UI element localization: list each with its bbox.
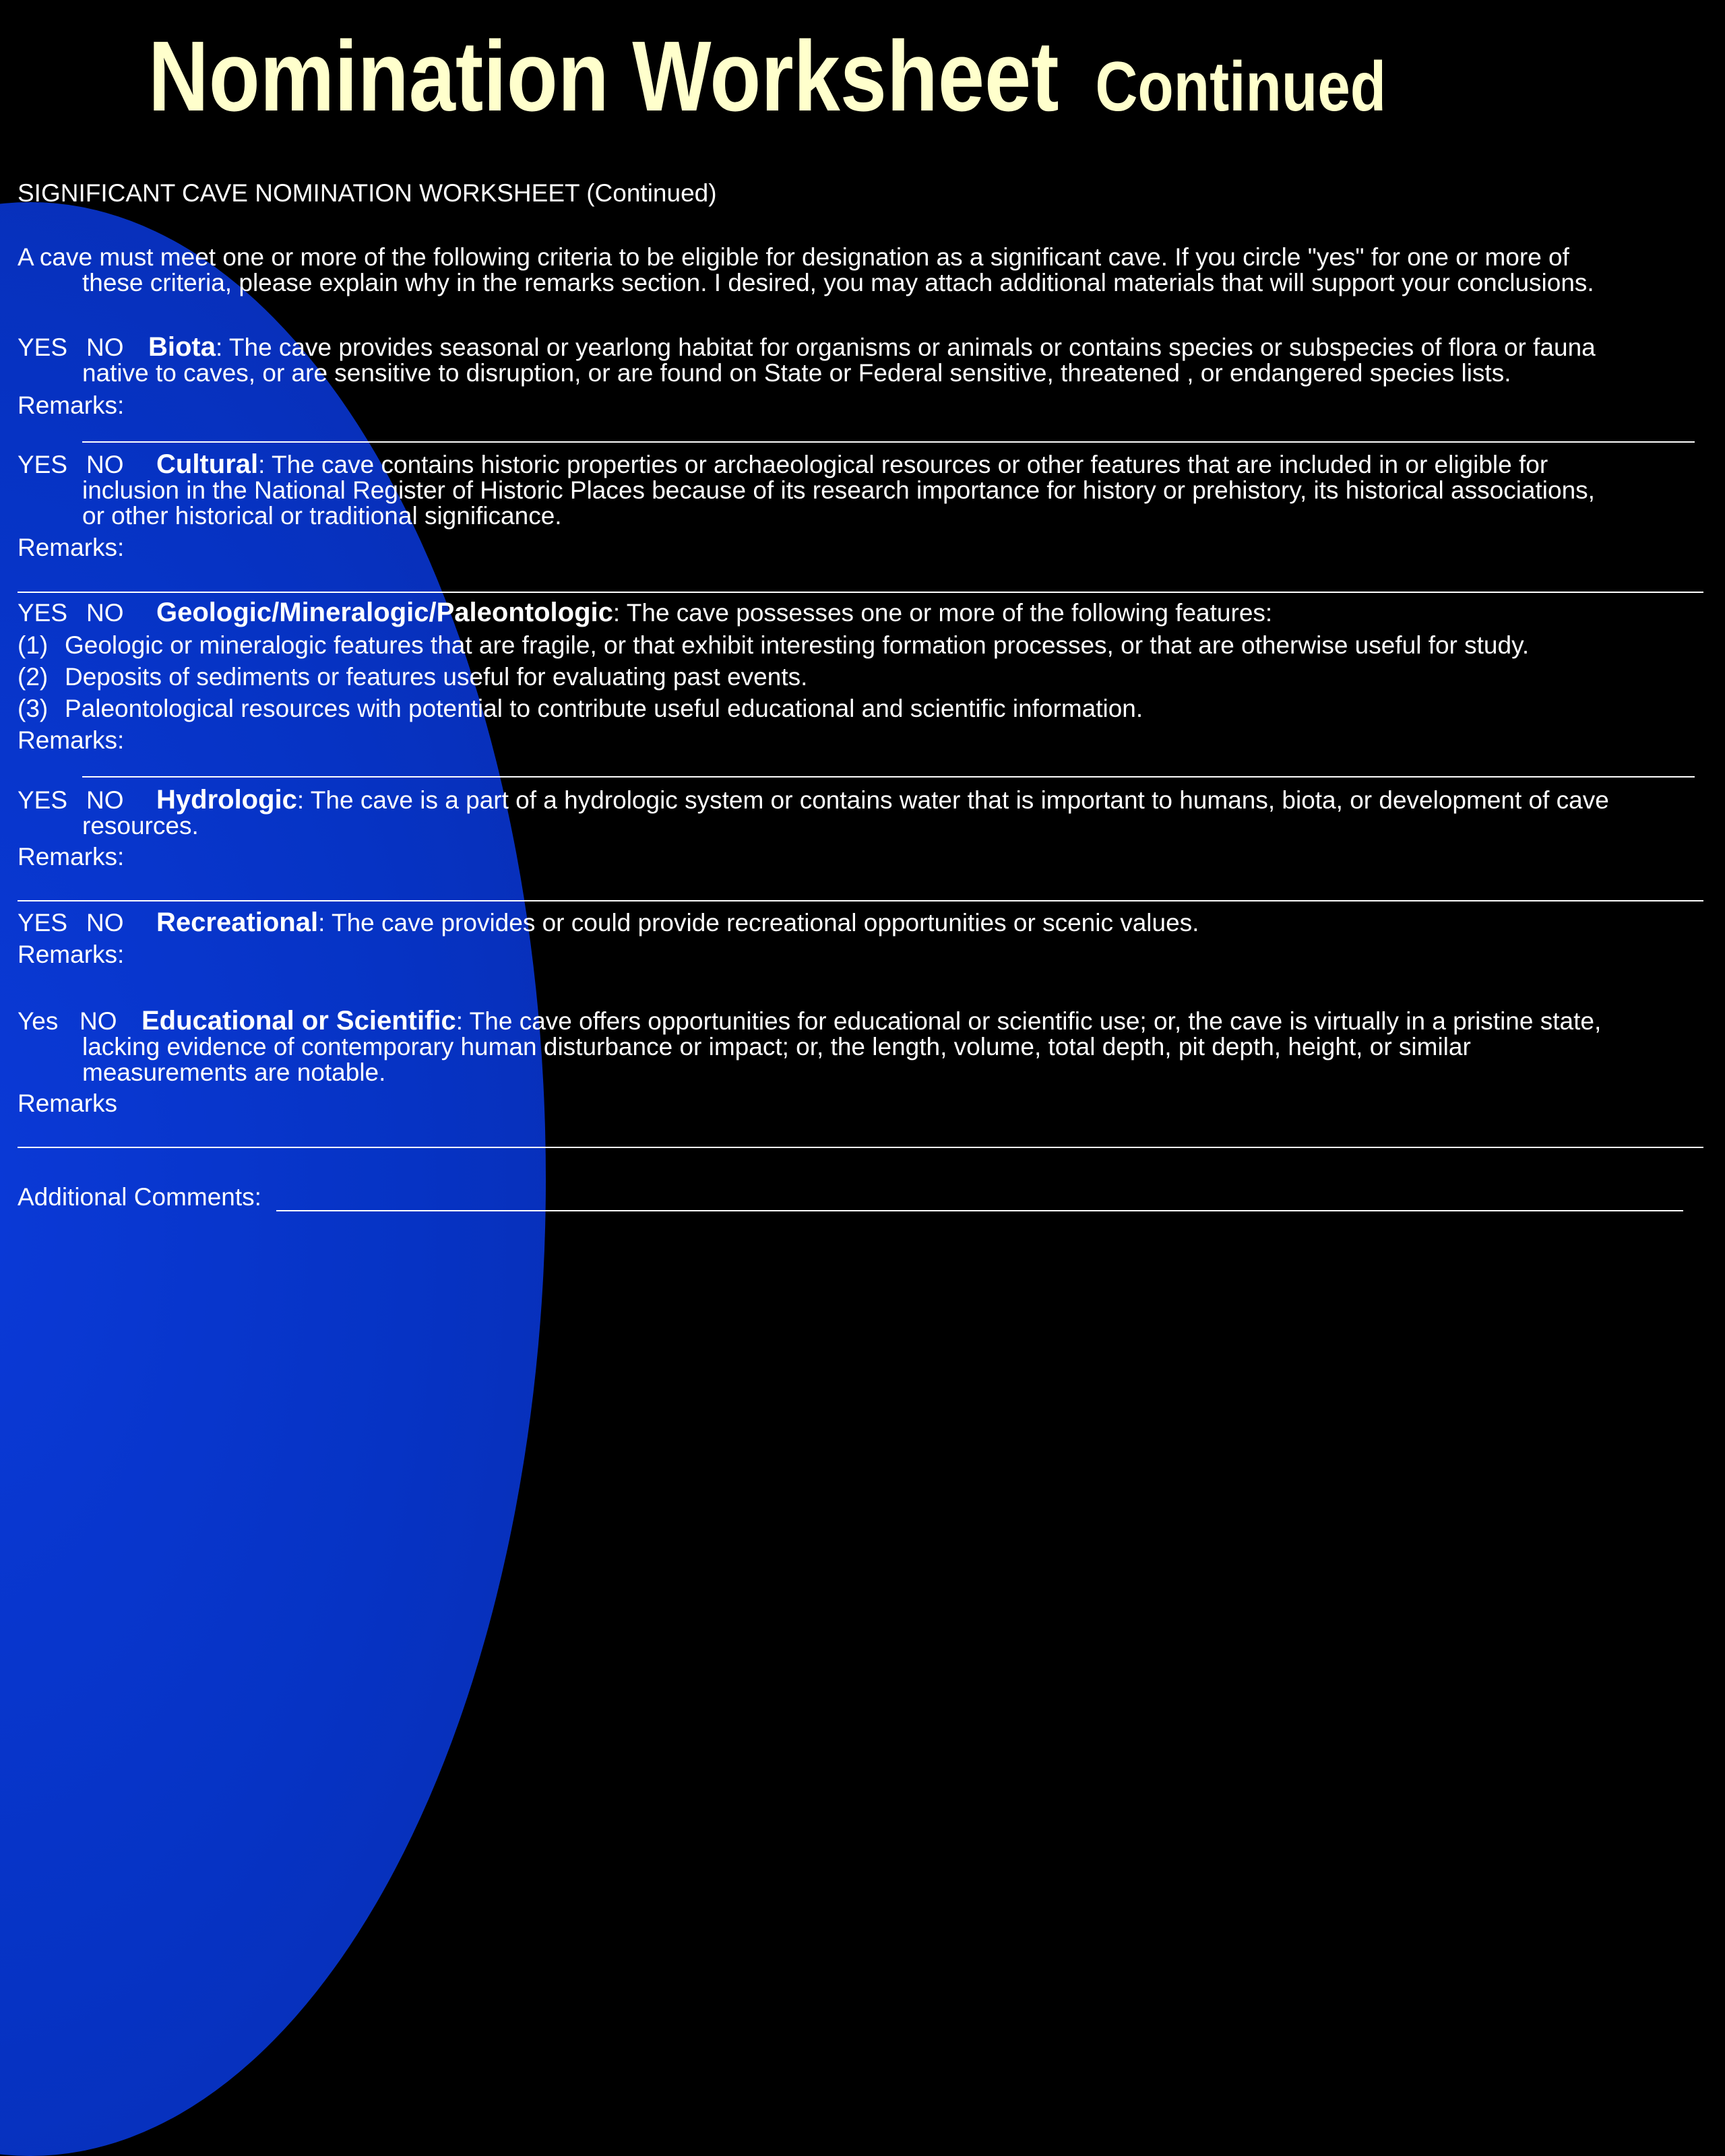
yes-option[interactable]: YES xyxy=(18,599,68,627)
yes-option[interactable]: YES xyxy=(18,786,68,814)
criterion-name: Recreational xyxy=(156,908,319,937)
no-option[interactable]: NO xyxy=(86,909,124,937)
remarks-line-cultural[interactable] xyxy=(18,592,1703,593)
intro-paragraph xyxy=(18,245,1594,296)
intro-line-1: A cave must meet one or more of the following criteria to be eligible for designation as a significant cave. If you circle "yes" for one or more of xyxy=(18,243,1569,271)
criterion-text: : The cave offers opportunities for educational or scientific use; or, the cave is virtually in a pristine state, xyxy=(456,1007,1602,1035)
item-text: Paleontological resources with potential to contribute useful educational and scientific information. xyxy=(65,695,1143,722)
yes-option[interactable]: YES xyxy=(18,909,68,937)
remarks-label-biota: Remarks: xyxy=(18,391,125,419)
geologic-item-2 xyxy=(18,664,807,690)
yes-option[interactable]: YES xyxy=(18,334,68,361)
criterion-hydrologic xyxy=(18,787,1609,839)
no-option[interactable]: NO xyxy=(86,786,124,814)
criterion-text-cont: resources. xyxy=(82,812,199,839)
remarks-label-geologic: Remarks: xyxy=(18,726,125,754)
no-option[interactable]: NO xyxy=(86,451,124,478)
criterion-name: Educational or Scientific xyxy=(142,1006,456,1036)
yes-option[interactable]: Yes xyxy=(18,1007,59,1035)
criterion-text: : The cave possesses one or more of the following features: xyxy=(613,599,1273,627)
criterion-text-cont: lacking evidence of contemporary human disturbance or impact; or, the length, volume, total depth, pit depth, height, or similar xyxy=(82,1033,1471,1060)
remarks-label-educational: Remarks xyxy=(18,1089,118,1117)
no-option[interactable]: NO xyxy=(80,1007,117,1035)
criterion-text: : The cave is a part of a hydrologic system or contains water that is important to humans, biota, or development of cave xyxy=(296,786,1609,814)
yes-option[interactable]: YES xyxy=(18,451,68,478)
criterion-educational xyxy=(18,1008,1601,1085)
criterion-biota xyxy=(18,334,1596,386)
remarks-label-cultural: Remarks: xyxy=(18,534,125,561)
criterion-text-cont: inclusion in the National Register of Historic Places because of its research importance for history or prehistory, its historical associations, xyxy=(82,476,1595,504)
item-text: Geologic or mineralogic features that are fragile, or that exhibit interesting formation processes, or that are otherwise useful for study. xyxy=(65,631,1530,659)
additional-comments-label: Additional Comments: xyxy=(18,1183,261,1211)
criterion-text-cont: native to caves, or are sensitive to disruption, or are found on State or Federal sensitive, threatened , or endangered species lists. xyxy=(82,359,1511,387)
geologic-item-1 xyxy=(18,633,1529,658)
remarks-label-recreational: Remarks: xyxy=(18,941,125,968)
remarks-line-biota[interactable] xyxy=(82,441,1695,443)
criterion-text-cont: or other historical or traditional significance. xyxy=(82,502,562,530)
remarks-line-hydrologic[interactable] xyxy=(18,900,1703,901)
criterion-name: Biota xyxy=(148,332,216,362)
item-number: (3) xyxy=(18,695,49,722)
remarks-label-hydrologic: Remarks: xyxy=(18,843,125,870)
criterion-text: : The cave contains historic properties or archaeological resources or other features that are included in or eligible for xyxy=(258,451,1548,478)
worksheet-heading: SIGNIFICANT CAVE NOMINATION WORKSHEET (Continued) xyxy=(18,179,717,207)
no-option[interactable]: NO xyxy=(86,599,124,627)
title-sub: Continued xyxy=(1095,48,1387,126)
additional-comments-line[interactable] xyxy=(276,1210,1683,1211)
item-number: (2) xyxy=(18,663,49,691)
criterion-name: Hydrologic xyxy=(156,785,297,815)
criterion-text: : The cave provides or could provide recreational opportunities or scenic values. xyxy=(318,909,1199,937)
title-main: Nomination Worksheet xyxy=(148,21,1059,132)
criterion-name: Cultural xyxy=(156,449,259,479)
remarks-line-geologic[interactable] xyxy=(82,776,1695,778)
criterion-text-cont: measurements are notable. xyxy=(82,1058,386,1086)
criterion-recreational xyxy=(18,910,1199,936)
criterion-name: Geologic/Mineralogic/Paleontologic xyxy=(156,598,613,627)
item-text: Deposits of sediments or features useful for evaluating past events. xyxy=(65,663,808,691)
intro-line-2: these criteria, please explain why in the remarks section. I desired, you may attach additional materials that will support your conclusions. xyxy=(82,269,1594,296)
criterion-geologic xyxy=(18,600,1272,626)
no-option[interactable]: NO xyxy=(86,334,124,361)
item-number: (1) xyxy=(18,631,49,659)
criterion-text: : The cave provides seasonal or yearlong habitat for organisms or animals or contains species or subspecies of flora or fauna xyxy=(216,334,1596,361)
criterion-cultural xyxy=(18,451,1595,529)
slide-title xyxy=(148,21,1387,132)
remarks-line-educational[interactable] xyxy=(18,1147,1703,1148)
geologic-item-3 xyxy=(18,696,1143,722)
